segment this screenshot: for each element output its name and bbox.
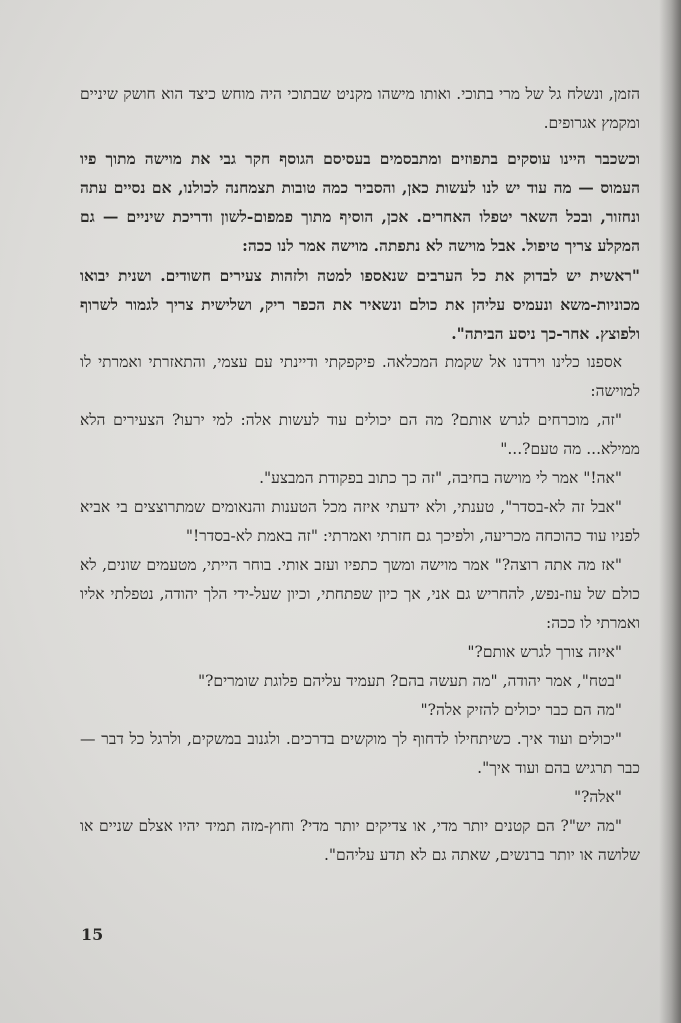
- paragraph-4: אספנו כלינו וירדנו אל שקמת המכלאה. פיקפקתי ודיינתי עם עצמי, והתאזרתי ואמרתי לו למוישה:: [80, 353, 640, 400]
- body-text: [80, 80, 640, 870]
- paragraph-10: "בטח", אמר יהודה, "מה תעשה בהם? תעמיד עליהם פלוגת שומרים?": [197, 672, 622, 690]
- paragraph-14: "מה יש"? הם קטנים יותר מדי, או צדיקים יותר מדי? וחוץ-מזה תמיד יהיו אצלם שניים או שלושה או יותר ברנשים, שאתה גם לא תדע עליהם".: [80, 817, 640, 864]
- paragraph-6: "אה!" אמר לי מוישה בחיבה, "זה כך כתוב בפקודת המבצע".: [259, 469, 622, 487]
- paragraph-2: וכשכבר היינו עוסקים בתפוזים ומתבסמים בעסיסם הגוסף חקר גבי את מוישה מתוך פיו העמוס — מה עוד יש לנו לעשות כאן, והסביר כמה טובות תצמחנה לכולנו, אם נסיים עתה ונחזור, ובכל השאר יטפלו האחרים. אכן, הוסיף מתוך פמפום-לשון ודריכת שיניים — גם המקלע צריך טיפול. אבל מוישה לא נתפתה. מוישה אמר לנו ככה:: [80, 149, 640, 255]
- paragraph-5: "זה, מוכרחים לגרש אותם? מה הם יכולים עוד לעשות אלה: למי ירעו? הצעירים הלא ממילא... מה טעם?...": [80, 411, 640, 458]
- paragraph-7: "אבל זה לא-בסדר", טענתי, ולא ידעתי איזה מכל הטענות והנאומים שמתרוצצים בי אביא לפניו עוד כהוכחה מכריעה, ולפיכך גם חזרתי ואמרתי: "זה באמת לא-בסדר!": [80, 498, 640, 545]
- paragraph-11: "מה הם כבר יכולים להזיק אלה?": [420, 701, 622, 719]
- paragraph-8: "אז מה אתה רוצה?" אמר מוישה ומשך כתפיו ועזב אותי. בוחר הייתי, מטעמים שונים, לא כולם של עוז-נפש, להחריש גם אני, אך כיון שפתחתי, וכיון שעל-ידי הלך יהודה, נטפלתי אליו ואמרתי לו ככה:: [80, 556, 640, 632]
- page-number: 15: [81, 925, 104, 944]
- page-edge-shadow: [659, 0, 681, 1023]
- paragraph-9: "איזה צורך לגרש אותם?": [467, 643, 622, 661]
- paragraph-13: "אלה?": [573, 788, 622, 806]
- paragraph-12: "יכולים ועוד איך. כשיתחילו לדחוף לך מוקשים בדרכים. ולגנוב במשקים, ולרגל כל דבר — כבר תרגיש בהם ועוד איך".: [80, 730, 640, 777]
- paragraph-3: "ראשית יש לבדוק את כל הערבים שנאספו למטה ולזהות צעירים חשודים. ושנית יבואו מכוניות-משא ונעמיס עליהן את כולם ונשאיר את הכפר ריק, ושלישית צריך לגמור לשרוף ולפוצץ. אחר-כך ניסע הביתה".: [80, 266, 640, 343]
- paragraph-1: הזמן, ונשלח גל של מרי בתוכי. ואותו מישהו מקניט שבתוכי היה מוחש כיצד הוא חושק שיניים ומקמץ אגרופים.: [80, 85, 640, 132]
